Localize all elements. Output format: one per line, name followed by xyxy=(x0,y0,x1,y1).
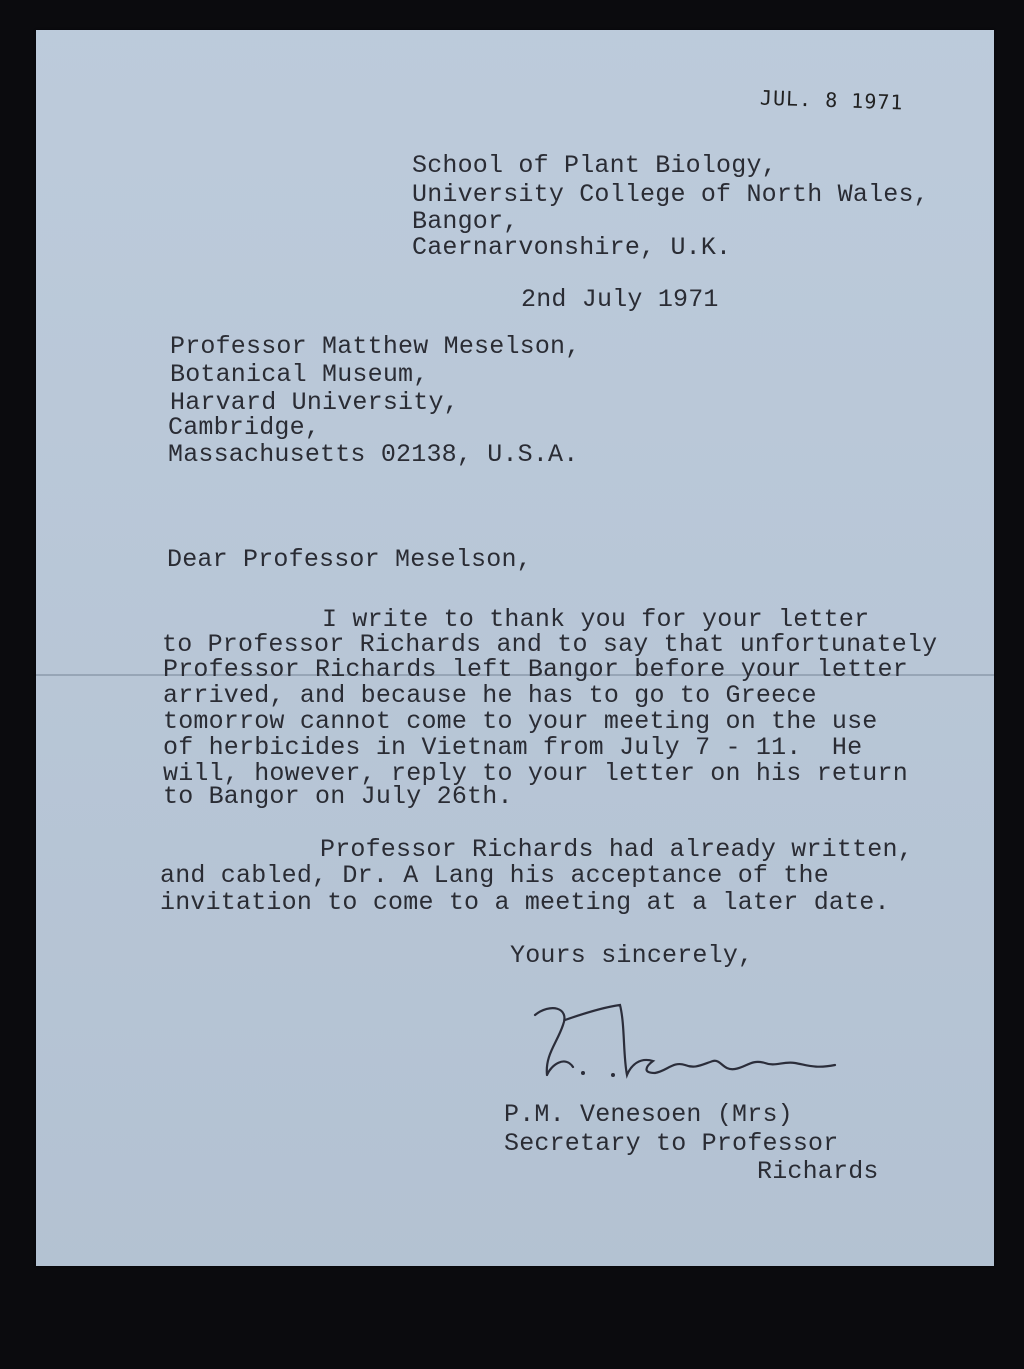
body-line: of herbicides in Vietnam from July 7 - 11. He xyxy=(163,733,863,762)
body-line: I write to thank you for your letter xyxy=(322,605,870,634)
body-line: to Bangor on July 26th. xyxy=(163,782,513,811)
sender-line-2: University College of North Wales, xyxy=(412,180,929,209)
recipient-line-5: Massachusetts 02138, U.S.A. xyxy=(168,440,579,469)
body-line: Professor Richards left Bangor before your letter xyxy=(163,655,908,684)
body-line: Professor Richards had already written, xyxy=(320,835,913,864)
signature xyxy=(525,995,855,1095)
recipient-line-1: Professor Matthew Meselson, xyxy=(170,332,581,361)
letter-date: 2nd July 1971 xyxy=(521,285,719,314)
closing: Yours sincerely, xyxy=(510,941,754,970)
recipient-line-4: Cambridge, xyxy=(168,413,321,442)
signer-name: P.M. Venesoen (Mrs) xyxy=(504,1100,793,1129)
salutation: Dear Professor Meselson, xyxy=(167,545,532,574)
signer-title-line-2: Richards xyxy=(757,1157,879,1186)
body-line: tomorrow cannot come to your meeting on the use xyxy=(163,707,878,736)
body-line: will, however, reply to your letter on his return xyxy=(163,759,908,788)
recipient-line-3: Harvard University, xyxy=(170,388,459,417)
body-line: to Professor Richards and to say that unfortunately xyxy=(162,630,938,659)
body-line: and cabled, Dr. A Lang his acceptance of the xyxy=(160,861,829,890)
signer-title-line-1: Secretary to Professor xyxy=(504,1129,839,1158)
recipient-line-2: Botanical Museum, xyxy=(170,360,429,389)
sender-line-3: Bangor, xyxy=(412,207,519,236)
received-date-stamp: JUL. 8 1971 xyxy=(759,85,904,115)
sender-line-4: Caernarvonshire, U.K. xyxy=(412,233,732,262)
body-line: arrived, and because he has to go to Greece xyxy=(163,681,817,710)
body-line: invitation to come to a meeting at a later date. xyxy=(160,888,890,917)
sender-line-1: School of Plant Biology, xyxy=(412,151,777,180)
